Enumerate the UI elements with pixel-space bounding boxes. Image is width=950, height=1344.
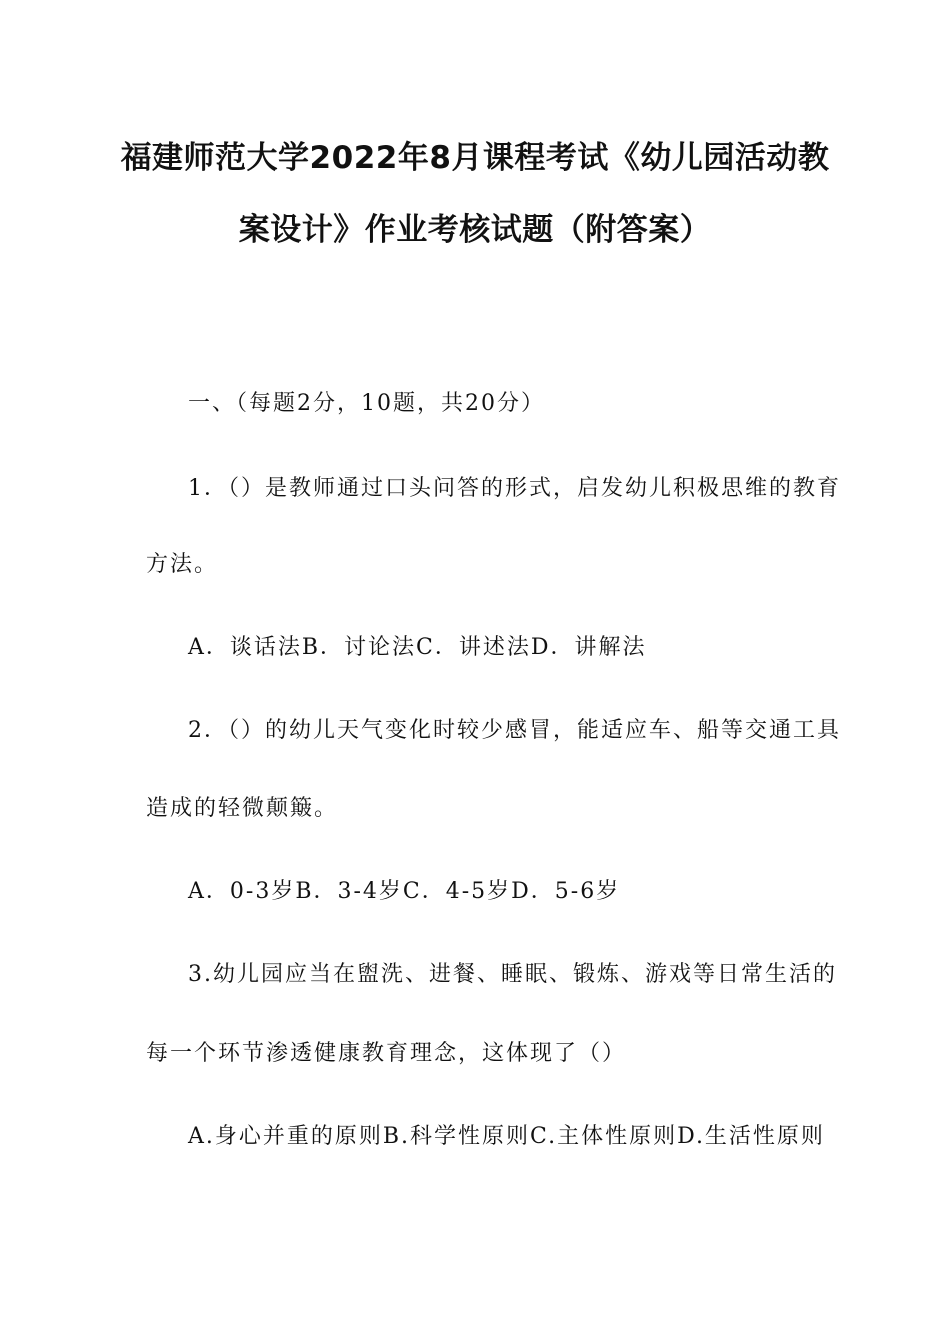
question-3-line-1: 3.幼儿园应当在盥洗、进餐、睡眠、锻炼、游戏等日常生活的 — [188, 962, 837, 987]
question-3-line-2: 每一个环节渗透健康教育理念，这体现了（） — [146, 1041, 627, 1066]
document-title-line-1: 福建师范大学2022年8月课程考试《幼儿园活动教 — [120, 140, 830, 176]
question-2-options: A．0-3岁B．3-4岁C．4-5岁D．5-6岁 — [188, 879, 621, 904]
question-1-line-2: 方法。 — [146, 552, 219, 577]
document-title-line-2: 案设计》作业考核试题（附答案） — [238, 212, 712, 248]
question-1-line-1: 1．（）是教师通过口头问答的形式，启发幼儿积极思维的教育 — [188, 476, 841, 501]
question-2-line-1: 2．（）的幼儿天气变化时较少感冒，能适应车、船等交通工具 — [188, 718, 841, 743]
question-3-options: A.身心并重的原则B.科学性原则C.主体性原则D.生活性原则 — [188, 1124, 825, 1149]
question-2-line-2: 造成的轻微颠簸。 — [146, 796, 339, 821]
question-1-options: A．谈话法B．讨论法C．讲述法D．讲解法 — [188, 635, 647, 660]
section-heading: 一、（每题2分，10题，共20分） — [188, 391, 545, 416]
